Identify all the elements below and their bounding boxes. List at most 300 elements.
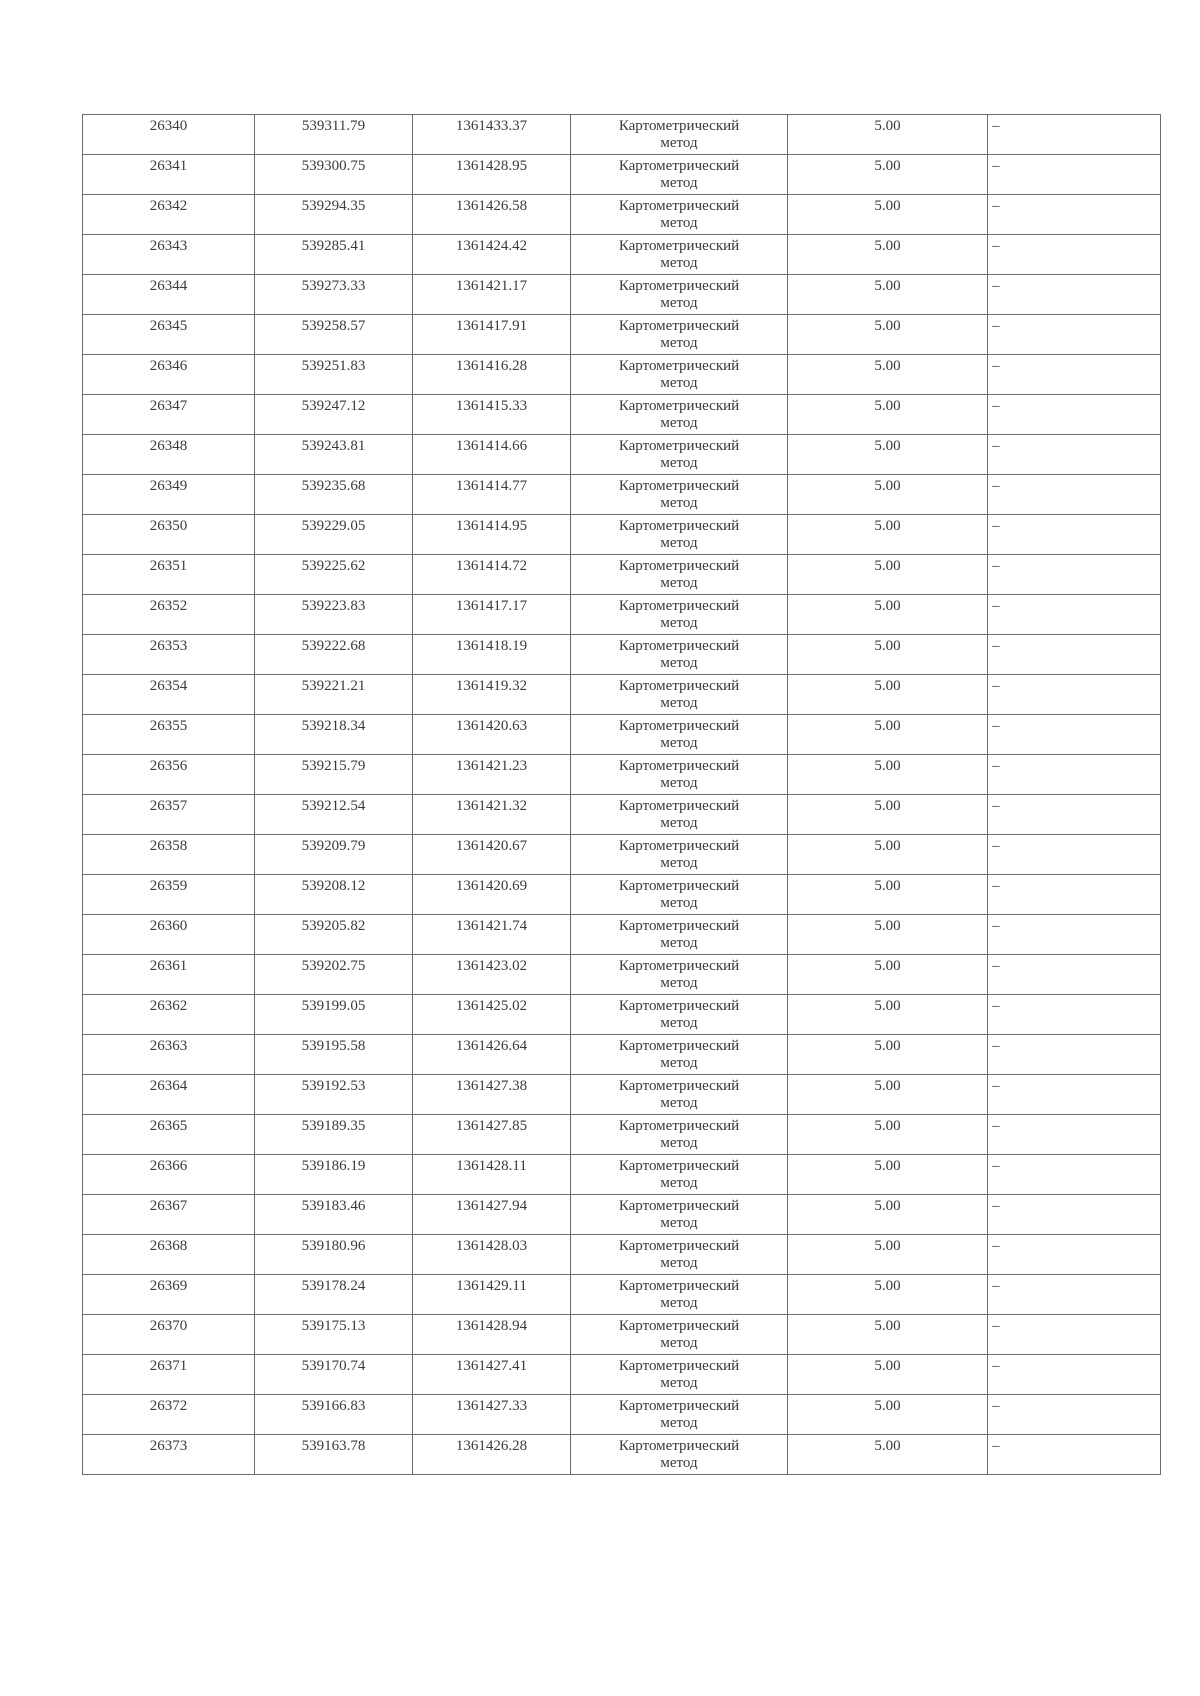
y-coordinate-cell: 1361428.95 <box>413 155 571 195</box>
method-line-2: метод <box>660 335 698 351</box>
table-row <box>83 1195 1161 1235</box>
method-line-2: метод <box>660 1095 698 1111</box>
precision-cell: 5.00 <box>788 155 988 195</box>
note-cell: – <box>988 555 1161 595</box>
precision-cell: 5.00 <box>788 835 988 875</box>
method-line-1: Картометрический <box>618 358 740 374</box>
method-line-1: Картометрический <box>618 718 740 734</box>
method-cell <box>571 555 788 595</box>
method-line-2: метод <box>660 695 698 711</box>
table-row <box>83 475 1161 515</box>
point-number-cell: 26364 <box>83 1075 255 1115</box>
table-row <box>83 395 1161 435</box>
note-cell: – <box>988 155 1161 195</box>
precision-cell: 5.00 <box>788 435 988 475</box>
note-cell: – <box>988 795 1161 835</box>
table-row <box>83 835 1161 875</box>
note-cell: – <box>988 915 1161 955</box>
point-number-cell: 26361 <box>83 955 255 995</box>
x-coordinate-cell: 539163.78 <box>255 1435 413 1475</box>
table-row <box>83 1155 1161 1195</box>
method-line-2: метод <box>660 815 698 831</box>
table-row <box>83 915 1161 955</box>
method-line-2: метод <box>660 775 698 791</box>
method-line-2: метод <box>660 1335 698 1351</box>
note-cell: – <box>988 755 1161 795</box>
method-cell <box>571 395 788 435</box>
point-number-cell: 26358 <box>83 835 255 875</box>
method-cell <box>571 1075 788 1115</box>
y-coordinate-cell: 1361427.94 <box>413 1195 571 1235</box>
method-line-2: метод <box>660 135 698 151</box>
method-cell <box>571 1155 788 1195</box>
point-number-cell: 26362 <box>83 995 255 1035</box>
y-coordinate-cell: 1361420.67 <box>413 835 571 875</box>
note-cell: – <box>988 355 1161 395</box>
method-line-2: метод <box>660 895 698 911</box>
precision-cell: 5.00 <box>788 395 988 435</box>
x-coordinate-cell: 539183.46 <box>255 1195 413 1235</box>
method-line-1: Картометрический <box>618 878 740 894</box>
x-coordinate-cell: 539294.35 <box>255 195 413 235</box>
method-line-2: метод <box>660 455 698 471</box>
method-line-2: метод <box>660 255 698 271</box>
y-coordinate-cell: 1361417.91 <box>413 315 571 355</box>
point-number-cell: 26343 <box>83 235 255 275</box>
y-coordinate-cell: 1361421.32 <box>413 795 571 835</box>
x-coordinate-cell: 539218.34 <box>255 715 413 755</box>
x-coordinate-cell: 539223.83 <box>255 595 413 635</box>
method-cell <box>571 155 788 195</box>
method-line-2: метод <box>660 1455 698 1471</box>
y-coordinate-cell: 1361427.41 <box>413 1355 571 1395</box>
precision-cell: 5.00 <box>788 1315 988 1355</box>
method-line-1: Картометрический <box>618 278 740 294</box>
point-number-cell: 26340 <box>83 115 255 155</box>
method-cell <box>571 1035 788 1075</box>
method-cell <box>571 835 788 875</box>
x-coordinate-cell: 539215.79 <box>255 755 413 795</box>
precision-cell: 5.00 <box>788 1395 988 1435</box>
note-cell: – <box>988 1355 1161 1395</box>
point-number-cell: 26371 <box>83 1355 255 1395</box>
table-row <box>83 155 1161 195</box>
method-line-2: метод <box>660 855 698 871</box>
method-line-1: Картометрический <box>618 1398 740 1414</box>
y-coordinate-cell: 1361426.58 <box>413 195 571 235</box>
precision-cell: 5.00 <box>788 755 988 795</box>
note-cell: – <box>988 955 1161 995</box>
y-coordinate-cell: 1361416.28 <box>413 355 571 395</box>
method-cell <box>571 235 788 275</box>
table-row <box>83 275 1161 315</box>
table-row <box>83 715 1161 755</box>
method-cell <box>571 675 788 715</box>
method-cell <box>571 1115 788 1155</box>
note-cell: – <box>988 1075 1161 1115</box>
note-cell: – <box>988 1035 1161 1075</box>
y-coordinate-cell: 1361424.42 <box>413 235 571 275</box>
y-coordinate-cell: 1361417.17 <box>413 595 571 635</box>
method-cell <box>571 515 788 555</box>
x-coordinate-cell: 539251.83 <box>255 355 413 395</box>
table-row <box>83 1075 1161 1115</box>
method-cell <box>571 315 788 355</box>
table-row <box>83 315 1161 355</box>
y-coordinate-cell: 1361427.33 <box>413 1395 571 1435</box>
y-coordinate-cell: 1361427.85 <box>413 1115 571 1155</box>
note-cell: – <box>988 1395 1161 1435</box>
point-number-cell: 26372 <box>83 1395 255 1435</box>
x-coordinate-cell: 539202.75 <box>255 955 413 995</box>
point-number-cell: 26344 <box>83 275 255 315</box>
precision-cell: 5.00 <box>788 635 988 675</box>
method-line-1: Картометрический <box>618 998 740 1014</box>
method-cell <box>571 1275 788 1315</box>
precision-cell: 5.00 <box>788 1035 988 1075</box>
precision-cell: 5.00 <box>788 555 988 595</box>
precision-cell: 5.00 <box>788 875 988 915</box>
point-number-cell: 26355 <box>83 715 255 755</box>
x-coordinate-cell: 539186.19 <box>255 1155 413 1195</box>
table-row <box>83 515 1161 555</box>
point-number-cell: 26373 <box>83 1435 255 1475</box>
precision-cell: 5.00 <box>788 1195 988 1235</box>
precision-cell: 5.00 <box>788 355 988 395</box>
x-coordinate-cell: 539178.24 <box>255 1275 413 1315</box>
x-coordinate-cell: 539225.62 <box>255 555 413 595</box>
table-row <box>83 595 1161 635</box>
x-coordinate-cell: 539221.21 <box>255 675 413 715</box>
table-row <box>83 755 1161 795</box>
method-cell <box>571 1235 788 1275</box>
x-coordinate-cell: 539195.58 <box>255 1035 413 1075</box>
method-line-2: метод <box>660 215 698 231</box>
method-cell <box>571 475 788 515</box>
x-coordinate-cell: 539222.68 <box>255 635 413 675</box>
method-cell <box>571 1435 788 1475</box>
table-row <box>83 1395 1161 1435</box>
method-line-2: метод <box>660 1375 698 1391</box>
method-line-2: метод <box>660 535 698 551</box>
method-cell <box>571 1395 788 1435</box>
x-coordinate-cell: 539208.12 <box>255 875 413 915</box>
method-cell <box>571 755 788 795</box>
method-line-2: метод <box>660 1135 698 1151</box>
y-coordinate-cell: 1361414.77 <box>413 475 571 515</box>
method-line-1: Картометрический <box>618 758 740 774</box>
note-cell: – <box>988 875 1161 915</box>
point-number-cell: 26349 <box>83 475 255 515</box>
y-coordinate-cell: 1361427.38 <box>413 1075 571 1115</box>
table-row <box>83 355 1161 395</box>
note-cell: – <box>988 835 1161 875</box>
x-coordinate-cell: 539258.57 <box>255 315 413 355</box>
method-line-1: Картометрический <box>618 1318 740 1334</box>
point-number-cell: 26353 <box>83 635 255 675</box>
method-line-2: метод <box>660 1215 698 1231</box>
method-line-1: Картометрический <box>618 1278 740 1294</box>
table-row <box>83 875 1161 915</box>
method-cell <box>571 715 788 755</box>
method-cell <box>571 115 788 155</box>
note-cell: – <box>988 1115 1161 1155</box>
y-coordinate-cell: 1361428.03 <box>413 1235 571 1275</box>
method-line-2: метод <box>660 1175 698 1191</box>
x-coordinate-cell: 539189.35 <box>255 1115 413 1155</box>
point-number-cell: 26356 <box>83 755 255 795</box>
note-cell: – <box>988 1435 1161 1475</box>
x-coordinate-cell: 539247.12 <box>255 395 413 435</box>
x-coordinate-cell: 539192.53 <box>255 1075 413 1115</box>
precision-cell: 5.00 <box>788 1355 988 1395</box>
precision-cell: 5.00 <box>788 1235 988 1275</box>
x-coordinate-cell: 539300.75 <box>255 155 413 195</box>
note-cell: – <box>988 515 1161 555</box>
table-row <box>83 235 1161 275</box>
method-line-1: Картометрический <box>618 198 740 214</box>
method-line-1: Картометрический <box>618 1238 740 1254</box>
x-coordinate-cell: 539180.96 <box>255 1235 413 1275</box>
y-coordinate-cell: 1361415.33 <box>413 395 571 435</box>
method-line-1: Картометрический <box>618 1198 740 1214</box>
method-line-2: метод <box>660 935 698 951</box>
point-number-cell: 26345 <box>83 315 255 355</box>
method-line-1: Картометрический <box>618 838 740 854</box>
point-number-cell: 26350 <box>83 515 255 555</box>
table-row <box>83 435 1161 475</box>
y-coordinate-cell: 1361426.28 <box>413 1435 571 1475</box>
note-cell: – <box>988 115 1161 155</box>
note-cell: – <box>988 1315 1161 1355</box>
method-line-2: метод <box>660 1415 698 1431</box>
x-coordinate-cell: 539212.54 <box>255 795 413 835</box>
method-line-2: метод <box>660 175 698 191</box>
method-cell <box>571 1195 788 1235</box>
method-line-2: метод <box>660 1295 698 1311</box>
precision-cell: 5.00 <box>788 795 988 835</box>
table-row <box>83 675 1161 715</box>
method-line-2: метод <box>660 655 698 671</box>
method-line-1: Картометрический <box>618 478 740 494</box>
method-line-1: Картометрический <box>618 678 740 694</box>
table-row <box>83 955 1161 995</box>
method-line-2: метод <box>660 575 698 591</box>
precision-cell: 5.00 <box>788 715 988 755</box>
method-cell <box>571 195 788 235</box>
precision-cell: 5.00 <box>788 1075 988 1115</box>
x-coordinate-cell: 539170.74 <box>255 1355 413 1395</box>
x-coordinate-cell: 539209.79 <box>255 835 413 875</box>
note-cell: – <box>988 675 1161 715</box>
point-number-cell: 26365 <box>83 1115 255 1155</box>
y-coordinate-cell: 1361429.11 <box>413 1275 571 1315</box>
method-cell <box>571 595 788 635</box>
table-row <box>83 1115 1161 1155</box>
point-number-cell: 26352 <box>83 595 255 635</box>
table-row <box>83 1435 1161 1475</box>
y-coordinate-cell: 1361420.69 <box>413 875 571 915</box>
table-row <box>83 555 1161 595</box>
method-line-1: Картометрический <box>618 318 740 334</box>
precision-cell: 5.00 <box>788 955 988 995</box>
point-number-cell: 26346 <box>83 355 255 395</box>
precision-cell: 5.00 <box>788 1435 988 1475</box>
note-cell: – <box>988 435 1161 475</box>
method-cell <box>571 275 788 315</box>
y-coordinate-cell: 1361433.37 <box>413 115 571 155</box>
method-line-2: метод <box>660 615 698 631</box>
note-cell: – <box>988 315 1161 355</box>
x-coordinate-cell: 539229.05 <box>255 515 413 555</box>
precision-cell: 5.00 <box>788 315 988 355</box>
method-cell <box>571 875 788 915</box>
precision-cell: 5.00 <box>788 1275 988 1315</box>
point-number-cell: 26367 <box>83 1195 255 1235</box>
precision-cell: 5.00 <box>788 115 988 155</box>
note-cell: – <box>988 1155 1161 1195</box>
method-line-1: Картометрический <box>618 238 740 254</box>
method-line-1: Картометрический <box>618 158 740 174</box>
x-coordinate-cell: 539243.81 <box>255 435 413 475</box>
point-number-cell: 26348 <box>83 435 255 475</box>
point-number-cell: 26347 <box>83 395 255 435</box>
precision-cell: 5.00 <box>788 515 988 555</box>
table-row <box>83 1275 1161 1315</box>
point-number-cell: 26370 <box>83 1315 255 1355</box>
point-number-cell: 26360 <box>83 915 255 955</box>
precision-cell: 5.00 <box>788 235 988 275</box>
note-cell: – <box>988 995 1161 1035</box>
precision-cell: 5.00 <box>788 595 988 635</box>
y-coordinate-cell: 1361428.11 <box>413 1155 571 1195</box>
table-row <box>83 995 1161 1035</box>
note-cell: – <box>988 635 1161 675</box>
document-page <box>82 114 1160 1475</box>
point-number-cell: 26359 <box>83 875 255 915</box>
method-line-2: метод <box>660 1255 698 1271</box>
table-body <box>83 115 1161 1475</box>
method-line-1: Картометрический <box>618 1078 740 1094</box>
method-line-1: Картометрический <box>618 918 740 934</box>
note-cell: – <box>988 715 1161 755</box>
point-number-cell: 26357 <box>83 795 255 835</box>
method-cell <box>571 435 788 475</box>
note-cell: – <box>988 1195 1161 1235</box>
method-cell <box>571 955 788 995</box>
method-line-1: Картометрический <box>618 1438 740 1454</box>
method-line-2: метод <box>660 415 698 431</box>
method-line-2: метод <box>660 375 698 391</box>
y-coordinate-cell: 1361418.19 <box>413 635 571 675</box>
note-cell: – <box>988 1235 1161 1275</box>
table-row <box>83 1315 1161 1355</box>
note-cell: – <box>988 595 1161 635</box>
method-cell <box>571 1355 788 1395</box>
precision-cell: 5.00 <box>788 1115 988 1155</box>
note-cell: – <box>988 195 1161 235</box>
method-line-1: Картометрический <box>618 118 740 134</box>
note-cell: – <box>988 475 1161 515</box>
x-coordinate-cell: 539205.82 <box>255 915 413 955</box>
precision-cell: 5.00 <box>788 675 988 715</box>
precision-cell: 5.00 <box>788 915 988 955</box>
method-line-2: метод <box>660 735 698 751</box>
y-coordinate-cell: 1361421.17 <box>413 275 571 315</box>
note-cell: – <box>988 1275 1161 1315</box>
method-line-1: Картометрический <box>618 1358 740 1374</box>
method-line-1: Картометрический <box>618 398 740 414</box>
y-coordinate-cell: 1361414.95 <box>413 515 571 555</box>
y-coordinate-cell: 1361426.64 <box>413 1035 571 1075</box>
y-coordinate-cell: 1361425.02 <box>413 995 571 1035</box>
method-cell <box>571 1315 788 1355</box>
y-coordinate-cell: 1361414.66 <box>413 435 571 475</box>
point-number-cell: 26366 <box>83 1155 255 1195</box>
method-cell <box>571 995 788 1035</box>
point-number-cell: 26368 <box>83 1235 255 1275</box>
x-coordinate-cell: 539199.05 <box>255 995 413 1035</box>
coordinates-table <box>82 114 1161 1475</box>
y-coordinate-cell: 1361414.72 <box>413 555 571 595</box>
table-row <box>83 1235 1161 1275</box>
point-number-cell: 26363 <box>83 1035 255 1075</box>
method-line-1: Картометрический <box>618 558 740 574</box>
precision-cell: 5.00 <box>788 475 988 515</box>
x-coordinate-cell: 539285.41 <box>255 235 413 275</box>
method-cell <box>571 915 788 955</box>
y-coordinate-cell: 1361419.32 <box>413 675 571 715</box>
precision-cell: 5.00 <box>788 195 988 235</box>
method-line-2: метод <box>660 975 698 991</box>
y-coordinate-cell: 1361421.23 <box>413 755 571 795</box>
method-line-2: метод <box>660 1015 698 1031</box>
method-line-1: Картометрический <box>618 638 740 654</box>
method-line-2: метод <box>660 1055 698 1071</box>
x-coordinate-cell: 539235.68 <box>255 475 413 515</box>
x-coordinate-cell: 539175.13 <box>255 1315 413 1355</box>
method-cell <box>571 795 788 835</box>
x-coordinate-cell: 539273.33 <box>255 275 413 315</box>
x-coordinate-cell: 539311.79 <box>255 115 413 155</box>
method-line-2: метод <box>660 295 698 311</box>
table-row <box>83 195 1161 235</box>
note-cell: – <box>988 235 1161 275</box>
y-coordinate-cell: 1361420.63 <box>413 715 571 755</box>
method-line-1: Картометрический <box>618 598 740 614</box>
y-coordinate-cell: 1361428.94 <box>413 1315 571 1355</box>
table-row <box>83 115 1161 155</box>
point-number-cell: 26342 <box>83 195 255 235</box>
method-cell <box>571 635 788 675</box>
method-line-1: Картометрический <box>618 1158 740 1174</box>
precision-cell: 5.00 <box>788 275 988 315</box>
note-cell: – <box>988 275 1161 315</box>
point-number-cell: 26354 <box>83 675 255 715</box>
point-number-cell: 26351 <box>83 555 255 595</box>
method-line-2: метод <box>660 495 698 511</box>
table-row <box>83 635 1161 675</box>
point-number-cell: 26369 <box>83 1275 255 1315</box>
method-line-1: Картометрический <box>618 518 740 534</box>
table-row <box>83 1035 1161 1075</box>
y-coordinate-cell: 1361421.74 <box>413 915 571 955</box>
method-line-1: Картометрический <box>618 1118 740 1134</box>
method-line-1: Картометрический <box>618 1038 740 1054</box>
y-coordinate-cell: 1361423.02 <box>413 955 571 995</box>
table-row <box>83 1355 1161 1395</box>
x-coordinate-cell: 539166.83 <box>255 1395 413 1435</box>
